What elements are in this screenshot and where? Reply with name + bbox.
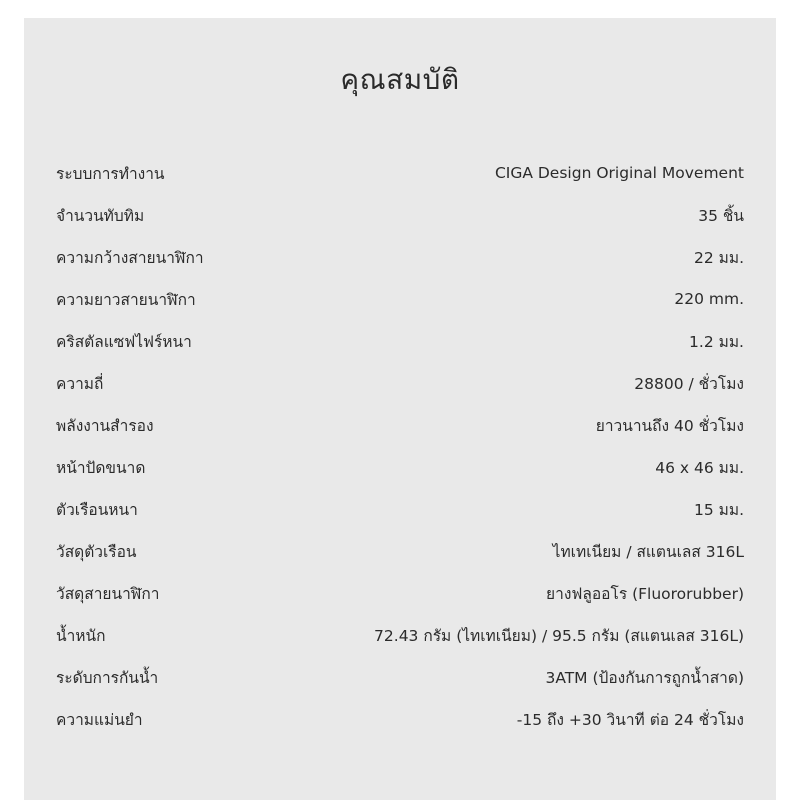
spec-value: 28800 / ชั่วโมง	[634, 374, 744, 393]
spec-label: ระบบการทำงาน	[56, 164, 165, 183]
specs-panel	[24, 18, 776, 800]
spec-label: ตัวเรือนหนา	[56, 500, 138, 519]
spec-value: 15 มม.	[693, 500, 744, 519]
spec-value: -15 ถึง +30 วินาที ต่อ 24 ชั่วโมง	[516, 710, 744, 729]
spec-row-water-resistance	[56, 656, 744, 698]
spec-row-jewels	[56, 194, 744, 236]
spec-list	[56, 152, 744, 740]
spec-value: 46 x 46 มม.	[655, 458, 744, 477]
spec-label: คริสตัลแซฟไฟร์หนา	[56, 332, 192, 351]
spec-row-strap-material	[56, 572, 744, 614]
spec-row-crystal	[56, 320, 744, 362]
spec-row-case-material	[56, 530, 744, 572]
spec-row-power-reserve	[56, 404, 744, 446]
spec-label: วัสดุสายนาฬิกา	[56, 584, 160, 603]
page-title: คุณสมบัติ	[340, 63, 460, 96]
spec-row-accuracy	[56, 698, 744, 740]
spec-row-case-thickness	[56, 488, 744, 530]
spec-label: ความกว้างสายนาฬิกา	[56, 248, 204, 267]
spec-label: ความแม่นยำ	[56, 710, 143, 729]
spec-label: พลังงานสำรอง	[56, 416, 154, 435]
spec-value: 35 ชิ้น	[698, 206, 744, 225]
spec-row-dial-size	[56, 446, 744, 488]
spec-label: น้ำหนัก	[56, 626, 106, 645]
spec-label: ระดับการกันน้ำ	[56, 668, 159, 687]
spec-label: ความถี่	[56, 374, 104, 393]
spec-row-movement	[56, 152, 744, 194]
spec-row-strap-width	[56, 236, 744, 278]
spec-value: 220 mm.	[674, 290, 744, 308]
spec-label: ความยาวสายนาฬิกา	[56, 290, 196, 309]
spec-value: 1.2 มม.	[689, 332, 744, 351]
spec-label: วัสดุตัวเรือน	[56, 542, 137, 561]
spec-value: ไทเทเนียม / สแตนเลส 316L	[552, 542, 744, 561]
spec-value: 22 มม.	[693, 248, 744, 267]
spec-value: ยางฟลูออโร (Fluororubber)	[546, 584, 744, 603]
spec-value: CIGA Design Original Movement	[494, 164, 744, 182]
spec-label: จำนวนทับทิม	[56, 206, 145, 225]
spec-value: 72.43 กรัม (ไทเทเนียม) / 95.5 กรัม (สแตนเลส 316L)	[374, 626, 744, 645]
spec-value: ยาวนานถึง 40 ชั่วโมง	[595, 416, 744, 435]
spec-row-frequency	[56, 362, 744, 404]
spec-label: หน้าปัดขนาด	[56, 458, 146, 477]
spec-row-strap-length	[56, 278, 744, 320]
spec-row-weight	[56, 614, 744, 656]
spec-value: 3ATM (ป้องกันการถูกน้ำสาด)	[545, 668, 744, 687]
